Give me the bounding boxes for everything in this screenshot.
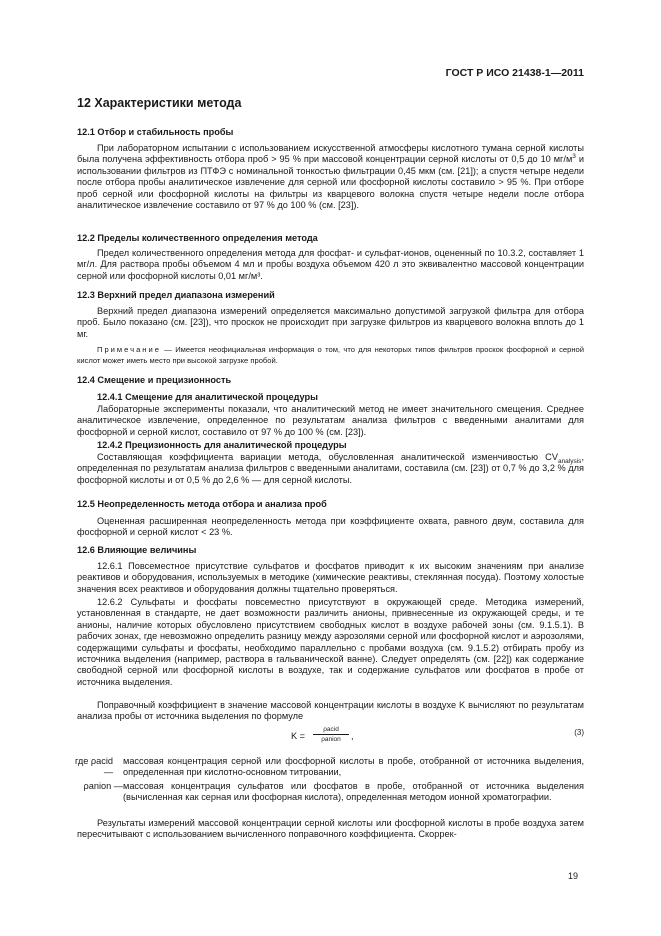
paragraph-final: Результаты измерений массовой концентрации серной кислоты или фосфорной кислоты в пробе воздуха затем пересчитывают с использованием вычисленного поправочного коэффициента. Скоррек- [77, 818, 584, 840]
document-header: ГОСТ Р ИСО 21438-1—2011 [445, 67, 584, 79]
subsection-title-12-2: 12.2 Пределы количественного определения метода [77, 233, 318, 243]
paragraph-12-6-1: 12.6.1 Повсеместное присутствие сульфатов и фосфатов приводит к их высоким значениям при анализе реактивов и оборудования, используемых в методике (химические реактивы, стеклянная посуда). Поэтому холостые значения всех реактивов и оборудования должны тщательно проверяться. [77, 561, 584, 594]
subsection-title-12-1: 12.1 Отбор и стабильность пробы [77, 127, 234, 137]
fraction-bar [313, 734, 349, 735]
formula-numerator: ρacid [323, 726, 339, 733]
page-number: 19 [567, 871, 578, 881]
formula-denominator: ρanion [321, 736, 341, 743]
formula-3: K = ρacid ρanion , (3) [291, 726, 584, 743]
definition-acid: где ρacid — массовая концентрация серной или фосфорной кислоты в пробе, отобранной от источника выделения, определенная при кислотно-основном титровании, [74, 756, 584, 778]
subsection-title-12-4: 12.4 Смещение и прецизионность [77, 375, 232, 385]
paragraph-12-5: Оцененная расширенная неопределенность метода при коэффициенте охвата, равного двум, составила для фосфорной и серной кислот < 23 %. [77, 516, 584, 538]
paragraph-12-4-2: Составляющая коэффициента вариации метода, обусловленная аналитической изменчивостью $CV_{analysis}$, определенная по результатам анализа фильтров с введенными аналитами, составила (см. [23]) от 0,7 % до 3,2 % для фосфорной кислоты и от 0,5 % до 2,6 % — для серной кислоты. [77, 452, 584, 485]
note: Примечание — Имеется неофициальная информация о том, что для некоторых типов фильтров проскок фосфорной и серной кислот может иметь место при высокой загрузке пробой. [77, 345, 584, 365]
paragraph-12-6-2: 12.6.2 Сульфаты и фосфаты повсеместно присутствуют в окружающей среде. Методика измерений, установленная в стандарте, не дает возможности различить анионы, привнесенные из окружающей среды, и те анионы, наличие которых обусловлено присутствием свободных кислот в воздухе рабочей зоны (см. 9.1.5.1). В рабочих зонах, где невозможно определить разницу между аэрозолями серной или фосфорной кислот и аэрозолями, содержащими сульфаты и фосфаты, необходимо параллельно с пробами воздуха (см. 9.1.5.2) отбирать пробу из источника выделения (например, раствора в гальванической ванне). Следует определять (см. [22]) как содержание свободной серной или фосфорной кислоты в воздухе, так и содержание сульфатов или фосфатов в пробе от источника выделения. [77, 597, 584, 687]
paragraph-12-3: Верхний предел диапазона измерений определяется максимально допустимой загрузкой фильтра для отбора проб. Было показано (см. [23]), что проскок не происходит при загрузке фильтров из кварцевого волокна вплоть до 1 мг. [77, 306, 584, 339]
definition-anion: ρanion — массовая концентрация сульфатов или фосфатов в пробе, отобранной от источника выделения (вычисленная как серная или фосфорная кислота), определенная методом ионной хроматографии. [83, 781, 584, 803]
paragraph-12-2: Предел количественного определения метода для фосфат- и сульфат-ионов, оцененный по 10.3.2, составляет 1 мг/л. Для раствора пробы объемом 4 мл и пробы воздуха объемом 420 л это эквивалентно массовой концентрации серной или фосфорной кислоты 0,01 мг/м³. [77, 248, 584, 281]
paragraph-12-6-2-formula-intro: Поправочный коэффициент в значение массовой концентрации кислоты в воздухе K вычисляют по результатам анализа пробы от источника выделения по формуле [77, 700, 584, 722]
subsection-title-12-3: 12.3 Верхний предел диапазона измерений [77, 290, 275, 300]
subsection-title-12-6: 12.6 Влияющие величины [77, 545, 197, 555]
section-title: 12 Характеристики метода [77, 96, 242, 110]
subsection-title-12-4-2: 12.4.2 Прецизионность для аналитической процедуры [97, 440, 347, 450]
paragraph-12-4-1: Лабораторные эксперименты показали, что аналитический метод не имеет значительного смещения. Среднее аналитическое извлечение, определенное по результатам анализа фильтров с введенными аналитами для фосфорной и серной кислот, составило от 97 % до 100 % (см. [23]). [77, 404, 584, 437]
paragraph-12-1: При лабораторном испытании с использованием искусственной атмосферы кислотного тумана серной кислоты была получена эффективность отбора проб > 95 % при массовой концентрации серной кислоты от 0,5 до 10 $мг/м^3$ и использовании фильтров из ПТФЭ с номинальной тонкостью фильтрации 0,45 мкм (см. [21]); а спустя четыре недели после отбора пробы аналитическое извлечение для серной или фосфорной кислоты составило > 95 %. При отборе проб серной или фосфорной кислоты на фильтры из кварцевого волокна спустя четыре недели после отбора аналитическое извлечение составило от 97 % до 100 % (см. [23]). [77, 143, 584, 211]
formula-number: (3) [574, 728, 584, 737]
subsection-title-12-4-1: 12.4.1 Смещение для аналитической процедуры [97, 392, 318, 402]
subsection-title-12-5: 12.5 Неопределенность метода отбора и анализа проб [77, 499, 327, 509]
